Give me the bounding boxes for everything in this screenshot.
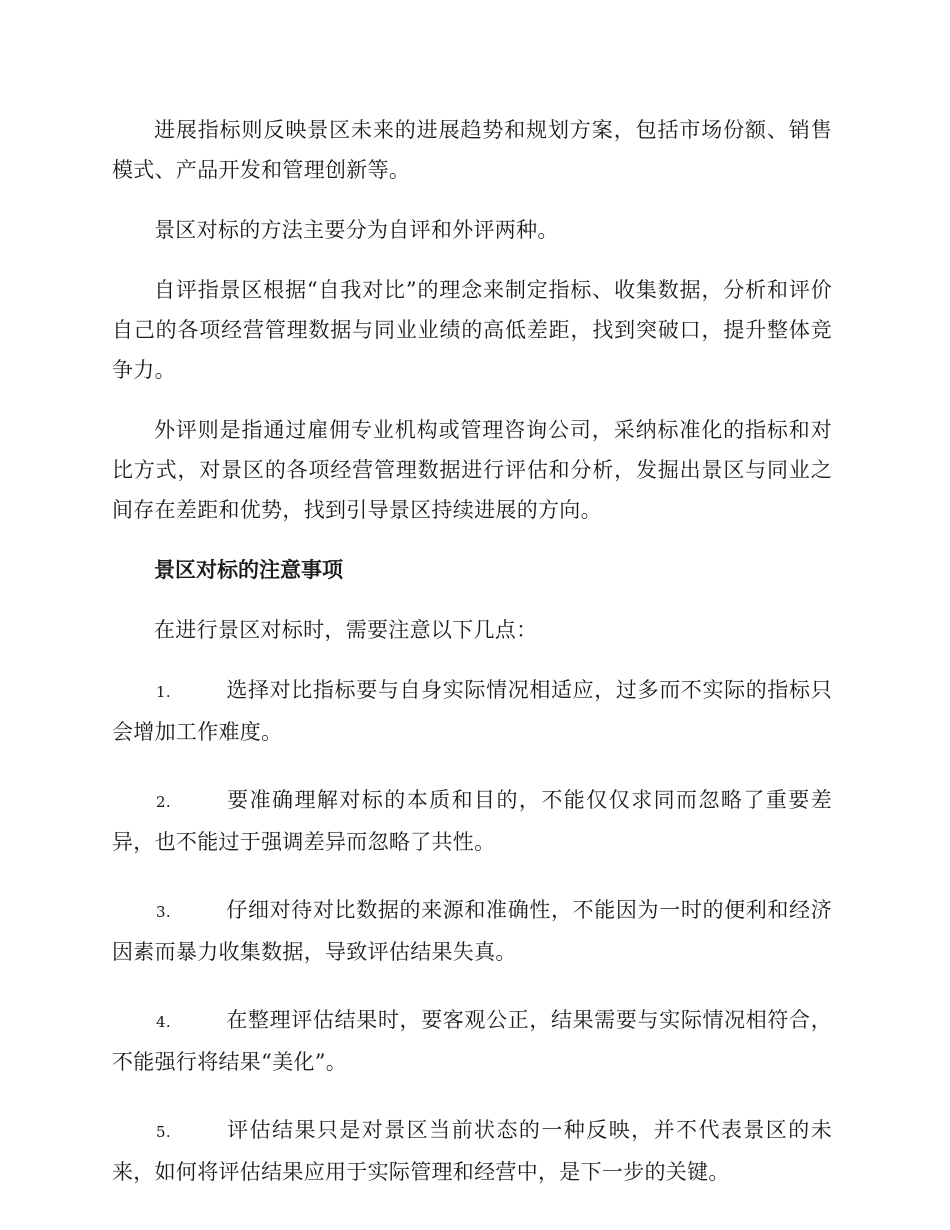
paragraph-methods: 景区对标的方法主要分为自评和外评两种。 — [154, 218, 559, 242]
paragraph-self-evaluation: 自评指景区根据“自我对比”的理念来制定指标、收集数据，分析和评价自己的各项经营管理数据与同业业绩的高低差距，找到突破口，提升整体竞争力。 — [112, 278, 832, 382]
list-text: 在整理评估结果时，要客观公正，结果需要与实际情况相符合，不能强行将结果“美化”。 — [112, 1008, 832, 1074]
list-text: 选择对比指标要与自身实际情况相适应，过多而不实际的指标只会增加工作难度。 — [112, 678, 832, 744]
list-item — [112, 780, 832, 862]
list-item — [112, 1000, 832, 1082]
list-number: 2. — [156, 793, 171, 811]
list-text: 评估结果只是对景区当前状态的一种反映，并不代表景区的未来，如何将评估结果应用于实际管理和经营中，是下一步的关键。 — [112, 1118, 832, 1184]
paragraph-progress-indicators: 进展指标则反映景区未来的进展趋势和规划方案，包括市场份额、销售模式、产品开发和管理创新等。 — [112, 118, 832, 182]
list-item — [112, 1110, 832, 1192]
section-intro: 在进行景区对标时，需要注意以下几点： — [154, 618, 538, 642]
list-item — [112, 890, 832, 972]
list-text: 要准确理解对标的本质和目的，不能仅仅求同而忽略了重要差异，也不能过于强调差异而忽略了共性。 — [112, 788, 832, 854]
list-number: 3. — [156, 903, 171, 921]
list-text: 仔细对待对比数据的来源和准确性，不能因为一时的便利和经济因素而暴力收集数据，导致评估结果失真。 — [112, 898, 832, 964]
list-number: 5. — [156, 1123, 171, 1141]
list-number: 4. — [156, 1013, 171, 1031]
section-heading: 景区对标的注意事项 — [154, 558, 343, 582]
paragraph-external-evaluation: 外评则是指通过雇佣专业机构或管理咨询公司，采纳标准化的指标和对比方式，对景区的各项经营管理数据进行评估和分析，发掘出景区与同业之间存在差距和优势，找到引导景区持续进展的方向。 — [112, 418, 832, 522]
list-number: 1. — [156, 683, 171, 701]
list-item — [112, 670, 832, 752]
